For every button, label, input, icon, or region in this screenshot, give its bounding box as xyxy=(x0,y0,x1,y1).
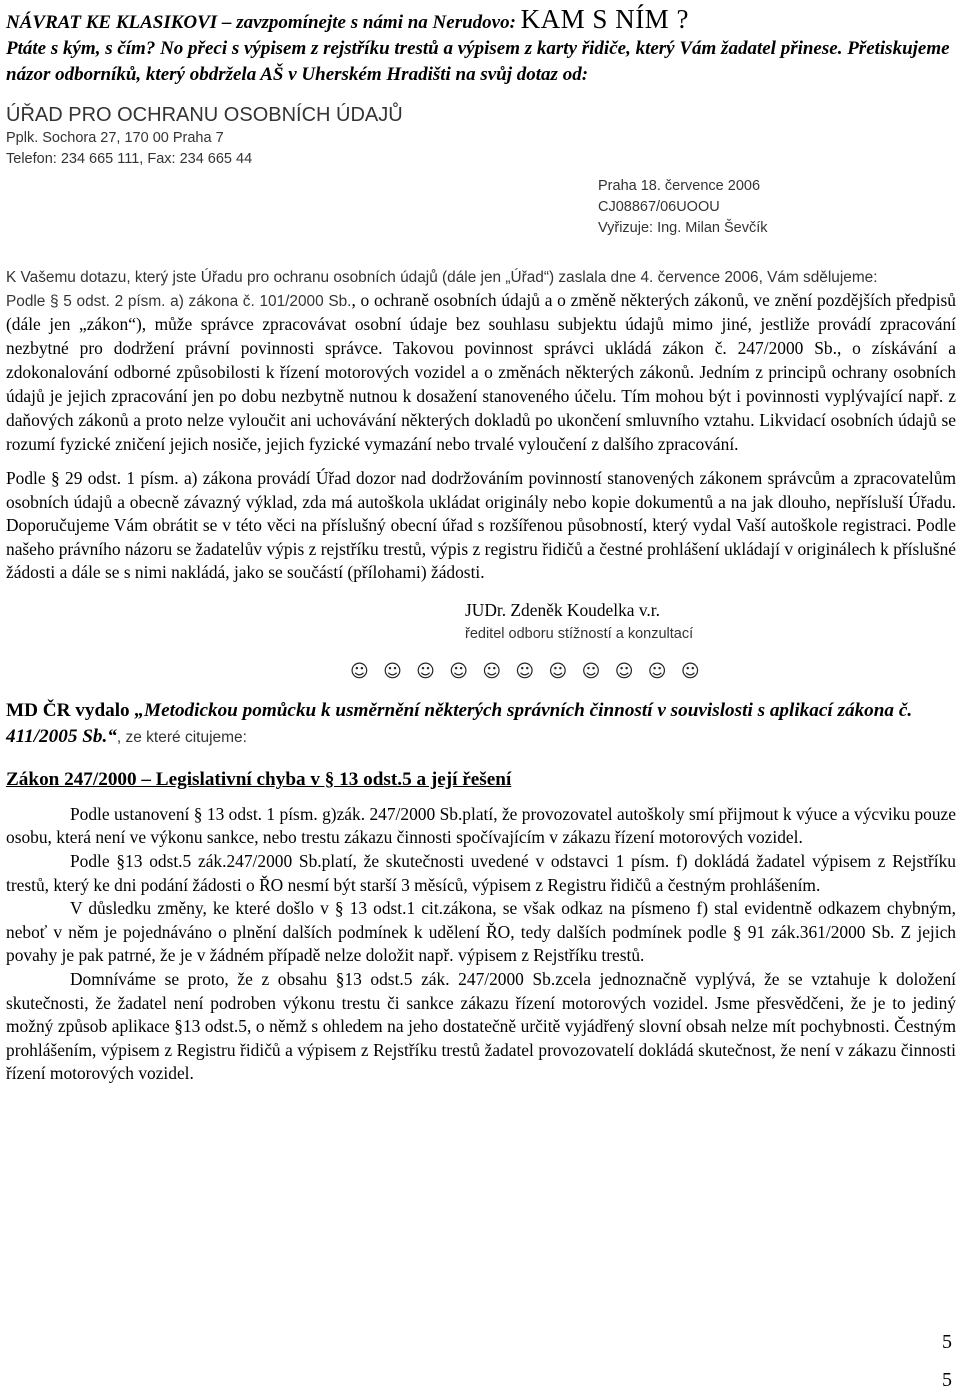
office-name: ÚŘAD PRO OCHRANU OSOBNÍCH ÚDAJŮ xyxy=(6,104,403,126)
law-paragraph-4: Domníváme se proto, že z obsahu §13 odst.5 zák. 247/2000 Sb.zcela jednoznačně vyplývá, že se vztahuje k doložení skutečnosti, že žadatel není podroben výkonu trestu či sankce zákazu řízení motorových vozidel. Jsme přesvědčeni, že je to jediný možný způsob aplikace §13 odst.5, o němž s ohledem na jeho dostatečně určitě vyjádřený slovní obsah nelze mít pochybnosti. Čestným prohlášením, výpisem z Registru řidičů a výpisem z Rejstříku trestů žadatel provozovatelí dokládá skutečnost, že není v zákazu činnosti řízení motorových vozidel. xyxy=(6,968,956,1084)
letter-paragraph-2 xyxy=(6,289,956,457)
smiley-separator: ☺ ☺ ☺ ☺ ☺ ☺ ☺ ☺ ☺ ☺ ☺ xyxy=(350,661,704,683)
md-heading-title: „Metodickou pomůcku k usměrnění některých správních činností v souvislosti s aplikací zákona č. 411/2005 Sb.“ xyxy=(6,699,913,747)
letter-reference: CJ08867/06UOOU xyxy=(598,199,720,215)
office-address: Pplk. Sochora 27, 170 00 Praha 7 xyxy=(6,130,224,146)
letter-date: Praha 18. července 2006 xyxy=(598,178,761,194)
signature-role: ředitel odboru stížností a konzultací xyxy=(465,625,694,642)
letter-meta xyxy=(598,176,956,239)
office-phone: Telefon: 234 665 111, Fax: 234 665 44 xyxy=(6,151,253,167)
md-heading xyxy=(6,698,956,751)
intro-text-start: NÁVRAT KE KLASIKOVI – zavzpomínejte s námi na Nerudovo: xyxy=(6,12,521,33)
page-number-top: 5 xyxy=(942,1331,952,1354)
law-section-title: Zákon 247/2000 – Legislativní chyba v § 13 odst.5 a její řešení xyxy=(6,768,512,790)
letter-paragraph-3: Podle § 29 odst. 1 písm. a) zákona provádí Úřad dozor nad dodržováním povinností stanovených zákonem správcům a zpracovatelům osobních údajů a obecně závazný výklad, zda má autoškola ukládat originály nebo kopie dokumentů a na jak dlouho, nepřísluší Úřadu. Doporučujeme Vám obrátit se v této věci na příslušný obecní úřad s rozšířenou působností, který vydal Vaší autoškole registraci. Podle našeho právního názoru se žadatelův výpis z rejstříku trestů, výpis z registru řidičů a čestné prohlášení ukládají v originálech k příslušné žádosti a dále se s nimi nakládá, jako se součástí (přílohami) žádosti. xyxy=(6,468,956,583)
law-paragraph-2: Podle §13 odst.5 zák.247/2000 Sb.platí, že skutečnosti uvedené v odstavci 1 písm. f) dokládá žadatel výpisem z Rejstříku trestů, který ke dni podání žádosti o ŘO nesmí být starší 3 měsíců, výpisem z Registru řidičů a čestným prohlášením. xyxy=(6,850,956,895)
letter-handler: Vyřizuje: Ing. Milan Ševčík xyxy=(598,220,768,236)
law-paragraph-1: Podle ustanovení § 13 odst. 1 písm. g)zák. 247/2000 Sb.platí, že provozovatel autoškoly smí přijmout k výuce a výcviku pouze osobu, která není ve výkonu sankce, nebo trestu zákazu činnosti spočívajícím v zákazu řízení motorových vozidel. xyxy=(6,803,956,848)
letter-paragraph-1: K Vašemu dotazu, který jste Úřadu pro ochranu osobních údajů (dále jen „Úřad“) zaslala dne 4. července 2006, Vám sdělujeme: xyxy=(6,269,878,286)
page-number: 5 xyxy=(942,1369,952,1392)
letter-paragraph-2-rest: , o ochraně osobních údajů a o změně některých zákonů, ve znění pozdějších předpisů (dále jen „zákon“), může správce zpracovávat osobní údaje bez souhlasu subjektu údajů mimo jiné, jestliže provádí zpracování nezbytné pro dodržení právní povinnosti správce. Takovou povinnost správci ukládá zákon č. 247/2000 Sb., o získávání a zdokonalování odborné způsobilosti k řízení motorových vozidel a o změnách některých zákonů. Jedním z principů ochrany osobních údajů je jejich zpracování jen po dobu nezbytně nutnou k dosažení stanoveného účelu. Tím mohou být i povinnosti vyplývající např. z daňových zákonů a proto nelze vyloučit ani uchovávání některých dokladů po ukončení smluvního vztahu. Likvidací osobních údajů se rozumí fyzické zničení jejich nosiče, jejich fyzické vymazání nebo trvalé vyloučení z dalšího zpracování. xyxy=(6,290,956,454)
signature-name: JUDr. Zdeněk Koudelka v.r. xyxy=(465,599,660,620)
intro-paragraph xyxy=(6,6,956,88)
md-heading-tail: , ze které citujeme: xyxy=(116,728,247,746)
letter-paragraph-2-lead: Podle § 5 odst. 2 písm. a) zákona č. 101/2000 Sb. xyxy=(6,293,352,310)
intro-headline: KAM S NÍM ? xyxy=(520,4,689,34)
law-paragraph-3: V důsledku změny, ke které došlo v § 13 odst.1 cit.zákona, se však odkaz na písmeno f) stal evidentně odkazem chybným, neboť v něm je pojednáváno o plnění dalších podmínek k udělení ŘO, tedy dalších podmínek podle § 91 zák.361/2000 Sb. Z jejich povahy je pak patrné, že je v žádném případě nelze doložit např. výpisem z Rejstříku trestů. xyxy=(6,898,956,966)
intro-text-rest: Ptáte s kým, s čím? No přeci s výpisem z rejstříku trestů a výpisem z karty řidiče, který Vám žadatel přinese. Přetiskujeme názor odborníků, který obdržela AŠ v Uherském Hradišti na svůj dotaz od: xyxy=(6,38,950,85)
signature-block xyxy=(465,599,956,646)
document-page xyxy=(6,6,956,1086)
md-heading-lead: MD ČR vydalo xyxy=(6,699,135,721)
